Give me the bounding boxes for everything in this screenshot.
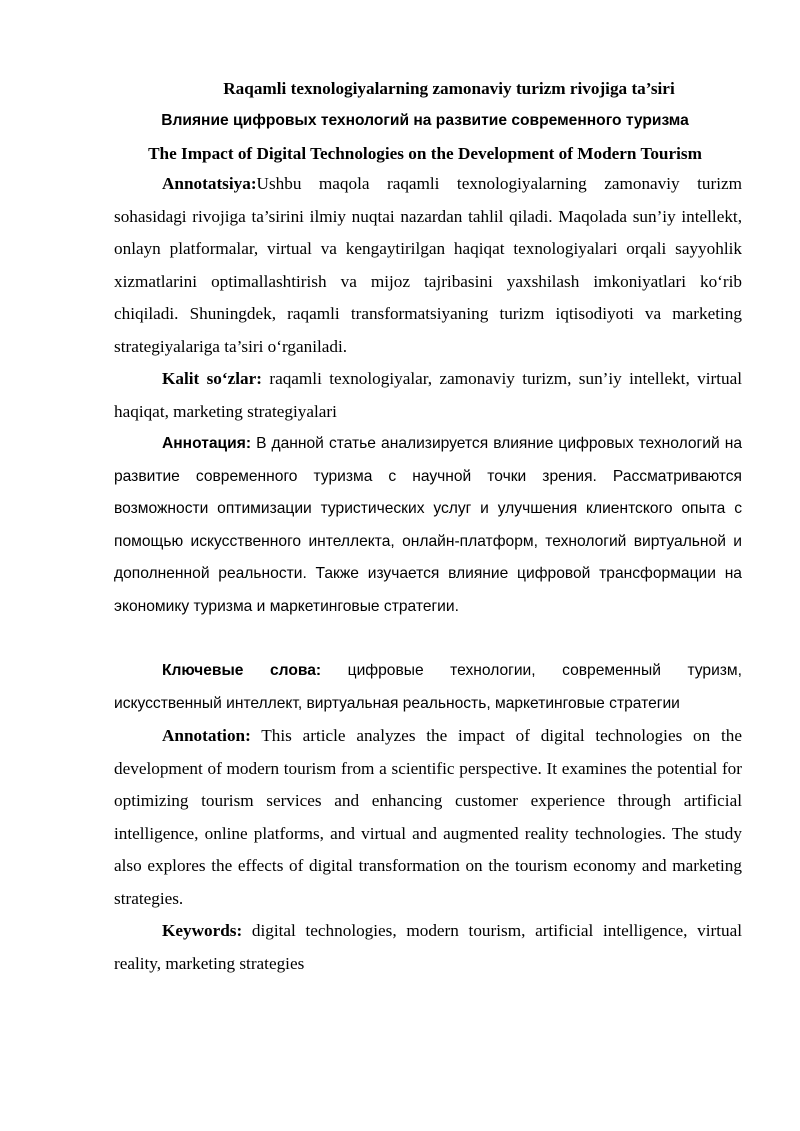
abstract-russian-text: В данной статье анализируется влияние цифровых технологий на развитие современного туризма с научной точки зрения. Рассматриваются возможности оптимизации туристических услуг и улучшения клиентского опыта с помощью искусственного интеллекта, онлайн-платформ, технологий виртуальной и дополненной реальности. Также изучается влияние цифровой трансформации на экономику туризма и маркетинговые стратегии.	[114, 435, 742, 615]
title-russian: Влияние цифровых технологий на развитие современного туризма	[161, 112, 689, 129]
title-english: The Impact of Digital Technologies on the Development of Modern Tourism	[148, 144, 702, 163]
keywords-russian-text: цифровые технологии, современный туризм, искусственный интеллект, виртуальная реальность, маркетинговые стратегии	[114, 662, 742, 712]
abstract-russian-label: Аннотация:	[162, 435, 252, 452]
title-uzbek: Raqamli texnologiyalarning zamonaviy turizm rivojiga ta’siri	[223, 79, 675, 98]
abstract-english	[114, 720, 742, 915]
keywords-uzbek	[114, 363, 742, 428]
keywords-uzbek-text: raqamli texnologiyalar, zamonaviy turizm, sun’iy intellekt, virtual haqiqat, marketing strategiyalari	[114, 369, 742, 421]
keywords-english	[114, 915, 742, 980]
abstract-english-label: Annotation:	[162, 726, 251, 745]
abstract-uzbek-text: Ushbu maqola raqamli texnologiyalarning zamonaviy turizm sohasidagi rivojiga ta’sirini ilmiy nuqtai nazardan tahlil qiladi. Maqolada sun’iy intellekt, onlayn platformalar, virtual va kengaytirilgan haqiqat texnologiyalari orqali sayyohlik xizmatlarini optimallashtirish va mijoz tajribasini yaxshilash imkoniyatlari ko‘rib chiqiladi. Shuningdek, raqamli transformatsiyaning turizm iqtisodiyoti va marketing strategiyalariga ta’siri o‘rganiladi.	[114, 174, 742, 356]
abstract-russian	[114, 428, 742, 623]
abstract-uzbek-label: Annotatsiya:	[162, 174, 257, 193]
keywords-english-label: Keywords:	[162, 921, 243, 940]
keywords-russian-label: Ключевые слова:	[162, 662, 322, 679]
keywords-russian	[114, 655, 742, 720]
keywords-english-text: digital technologies, modern tourism, artificial intelligence, virtual reality, marketing strategies	[114, 921, 742, 973]
keywords-uzbek-label: Kalit so‘zlar:	[162, 369, 262, 388]
abstract-english-text: This article analyzes the impact of digital technologies on the development of modern tourism from a scientific perspective. It examines the potential for optimizing tourism services and enhancing customer experience through artificial intelligence, online platforms, and virtual and augmented reality technologies. The study also explores the effects of digital transformation on the tourism economy and marketing strategies.	[114, 726, 742, 908]
abstract-uzbek	[114, 168, 742, 363]
